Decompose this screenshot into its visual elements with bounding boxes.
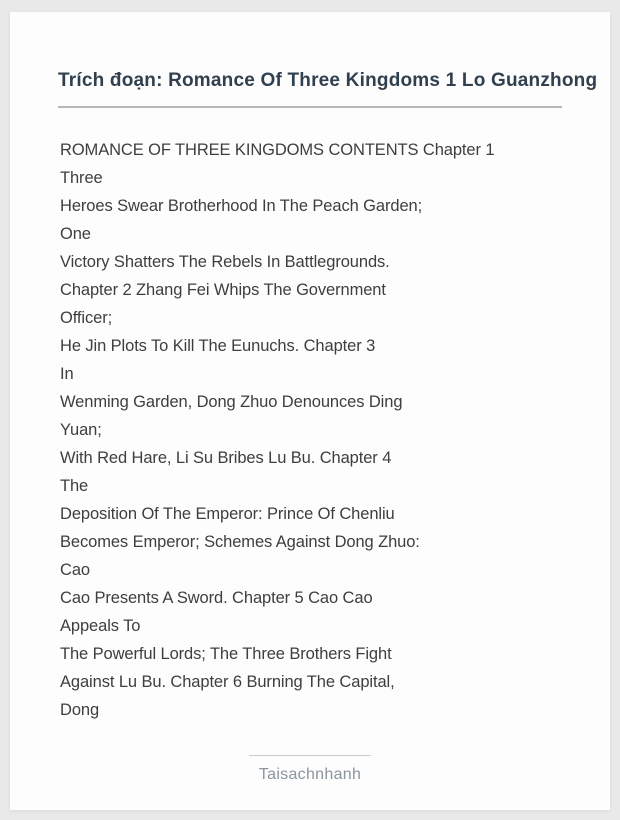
- excerpt-line: Appeals To: [60, 617, 141, 635]
- excerpt-line: Victory Shatters The Rebels In Battlegrounds.: [60, 253, 390, 271]
- excerpt-line: Cao: [60, 561, 90, 579]
- footer: [58, 755, 562, 790]
- footer-brand: Taisachnhanh: [258, 766, 362, 783]
- excerpt-line: With Red Hare, Li Su Bribes Lu Bu. Chapter 4: [60, 449, 392, 467]
- excerpt-line: Wenming Garden, Dong Zhuo Denounces Ding: [60, 393, 403, 411]
- excerpt-line: One: [60, 225, 91, 243]
- excerpt-line: Cao Presents A Sword. Chapter 5 Cao Cao: [60, 589, 373, 607]
- excerpt-line: Deposition Of The Emperor: Prince Of Chenliu: [60, 505, 395, 523]
- footer-divider: [249, 755, 371, 756]
- excerpt-line: He Jin Plots To Kill The Eunuchs. Chapter 3: [60, 337, 376, 355]
- excerpt-line: The Powerful Lords; The Three Brothers Fight: [60, 645, 392, 663]
- title-divider: [58, 106, 562, 108]
- excerpt-line: Officer;: [60, 309, 113, 327]
- excerpt-line: The: [60, 477, 89, 495]
- excerpt-line: ROMANCE OF THREE KINGDOMS CONTENTS Chapter 1: [60, 141, 495, 159]
- excerpt-line: Yuan;: [60, 421, 102, 439]
- excerpt-line: Chapter 2 Zhang Fei Whips The Government: [60, 281, 386, 299]
- excerpt-line: Dong: [60, 701, 100, 719]
- excerpt-line: Against Lu Bu. Chapter 6 Burning The Capital,: [60, 673, 395, 691]
- excerpt-line: In: [60, 365, 74, 383]
- excerpt-card: [10, 12, 610, 810]
- page-title: Trích đoạn: Romance Of Three Kingdoms 1 Lo Guanzhong: [58, 70, 598, 91]
- excerpt-line: Heroes Swear Brotherhood In The Peach Garden;: [60, 197, 423, 215]
- excerpt-line: Three: [60, 169, 103, 187]
- excerpt-line: Becomes Emperor; Schemes Against Dong Zhuo:: [60, 533, 420, 551]
- excerpt-text: [58, 136, 562, 724]
